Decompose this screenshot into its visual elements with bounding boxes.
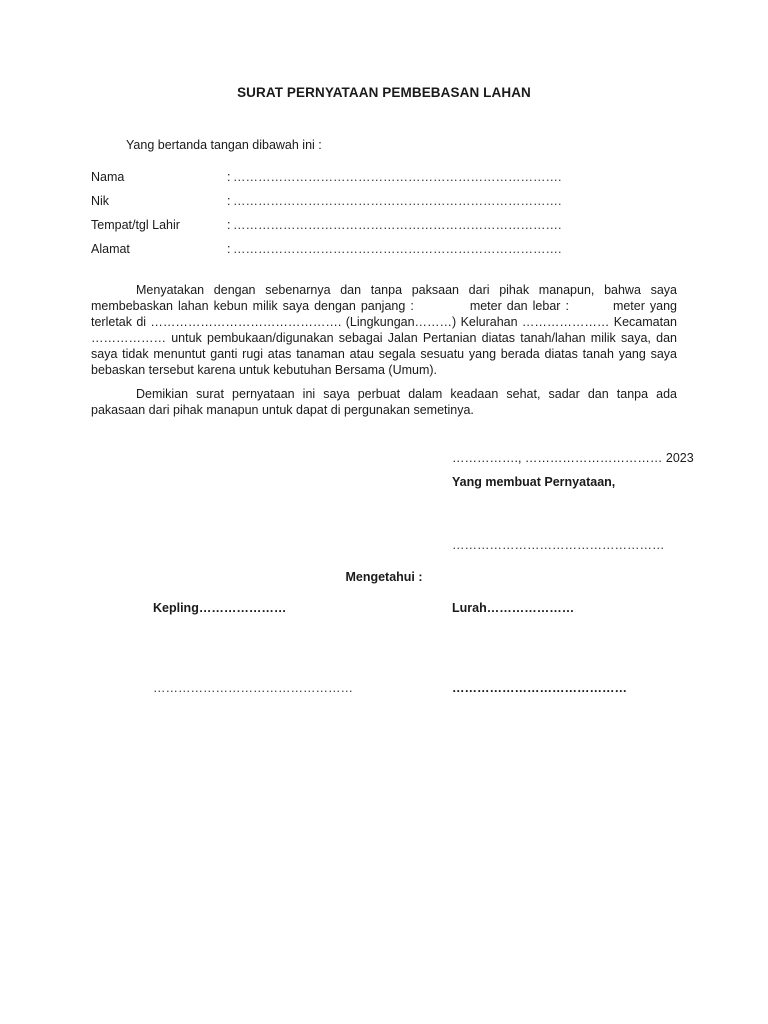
acknowledge-label: Mengetahui : — [345, 570, 423, 584]
field-alamat — [91, 242, 561, 258]
field-value: ……………………………………………………………………. — [233, 170, 562, 184]
intro-text: Yang bertanda tangan dibawah ini : — [126, 138, 322, 152]
field-label: Nama — [91, 170, 125, 184]
field-value: ……………………………………………………………………. — [233, 242, 562, 256]
field-separator: : — [227, 194, 231, 208]
kepling-signature-line: ………………………………………… — [153, 681, 353, 695]
maker-label: Yang membuat Pernyataan, — [452, 475, 616, 489]
date-line: ……………., …………………………… 2023 — [452, 451, 694, 465]
field-separator: : — [227, 218, 231, 232]
statement-part-3: meter yang terletak di ………………………………………. (Lingkungan………) Kelurahan ………………… Kecamatan ……………… untuk pembukaan/digunakan sebagai Jalan Pertanian diatas tanah/lahan milik saya, dan saya tidak menuntut ganti rugi atas tanaman atau segala sesuatu yang berada diatas tanah yang saya bebaskan tersebut karena untuk kebutuhan Bersama (Umum). — [91, 299, 678, 377]
statement-paragraph — [91, 282, 677, 378]
field-value: ……………………………………………………………………. — [233, 194, 562, 208]
field-label: Tempat/tgl Lahir — [91, 218, 180, 232]
closing-paragraph — [91, 386, 677, 418]
field-nama — [91, 170, 561, 186]
statement-part-2: meter dan lebar : — [469, 299, 569, 313]
field-nik — [91, 194, 561, 210]
field-value: ……………………………………………………………………. — [233, 218, 562, 232]
field-label: Alamat — [91, 242, 130, 256]
lurah-signature-line: …………………………………… — [452, 681, 627, 695]
lurah-label: Lurah………………… — [452, 601, 575, 615]
field-separator: : — [227, 170, 231, 184]
closing-text: Demikian surat pernyataan ini saya perbuat dalam keadaan sehat, sadar dan tanpa ada pakasaan dari pihak manapun untuk dapat di pergunakan semetinya. — [91, 387, 677, 417]
statement-part-1: Menyatakan dengan sebenarnya dan tanpa paksaan dari pihak manapun, bahwa saya membebaskan lahan kebun milik saya dengan panjang : — [91, 283, 677, 313]
maker-signature-line: …………………………………………… — [452, 538, 665, 552]
field-tempat-tgl-lahir — [91, 218, 561, 234]
kepling-label: Kepling………………… — [153, 601, 287, 615]
document-title: SURAT PERNYATAAN PEMBEBASAN LAHAN — [237, 85, 531, 100]
field-separator: : — [227, 242, 231, 256]
field-label: Nik — [91, 194, 110, 208]
